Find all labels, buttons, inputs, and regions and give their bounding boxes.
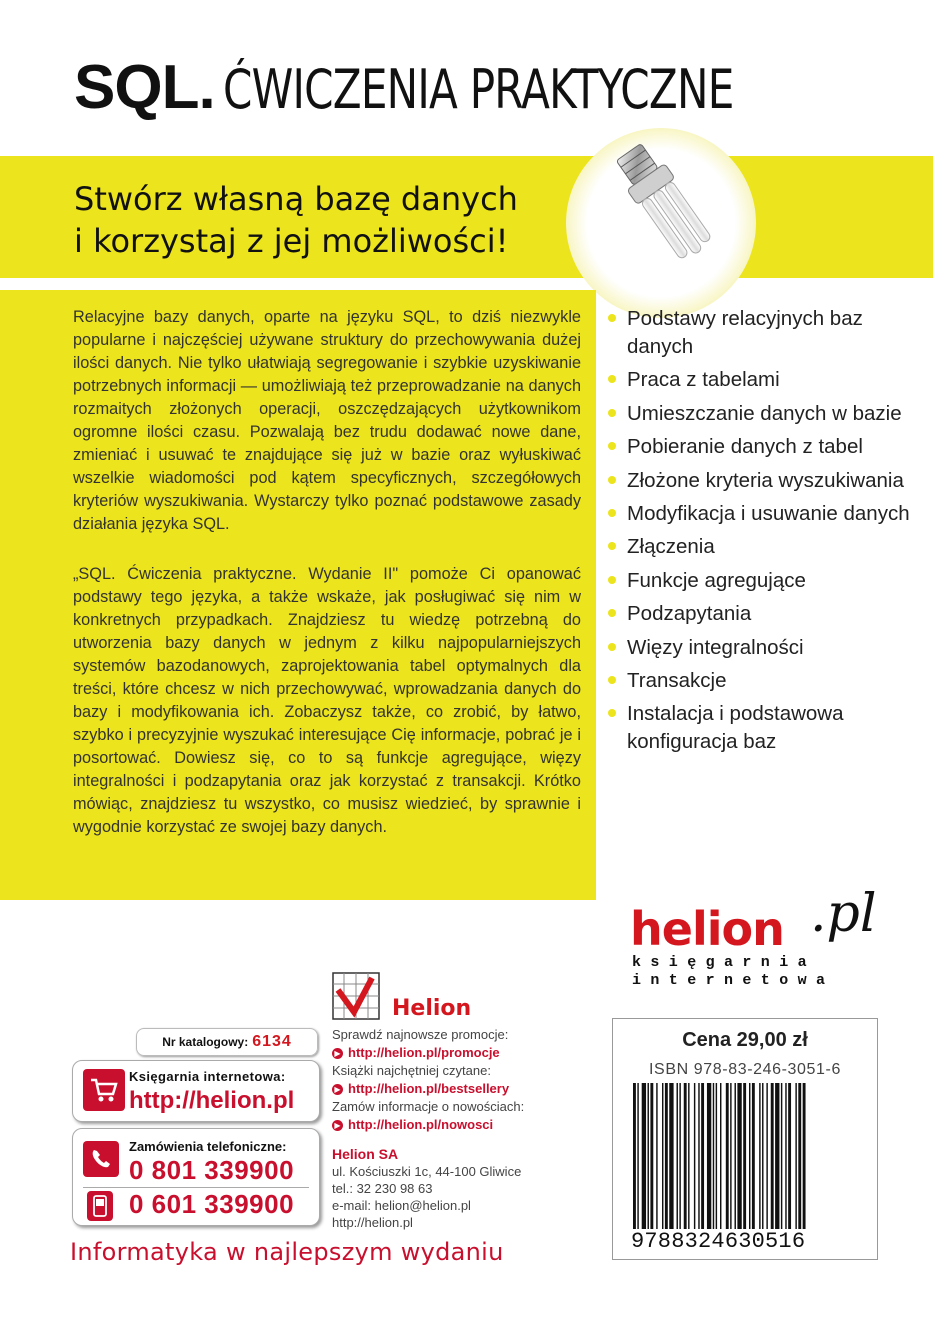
promo-text: Książki najchętniej czytane:	[332, 1063, 491, 1078]
lightbulb-icon	[592, 132, 742, 282]
promo-link[interactable]: http://helion.pl/promocje	[348, 1045, 500, 1060]
feature-item: Funkcje agregujące	[606, 567, 926, 595]
promo-links	[332, 1026, 592, 1134]
promo-text: Zamów informacje o nowościach:	[332, 1099, 525, 1114]
publisher-logo	[332, 972, 492, 1022]
logo-suffix: .pl	[810, 884, 877, 944]
feature-item: Pobieranie danych z tabel	[606, 433, 926, 461]
helion-pl-logo	[630, 884, 877, 1002]
bestsellers-link[interactable]: http://helion.pl/bestsellery	[348, 1081, 510, 1096]
feature-list	[606, 305, 926, 762]
arrow-right-icon: ▶	[332, 1084, 343, 1095]
feature-item: Praca z tabelami	[606, 366, 926, 394]
feature-item: Modyfikacja i usuwanie danych	[606, 500, 926, 528]
phone-icon	[83, 1141, 119, 1177]
catalog-label: Nr katalogowy:	[162, 1035, 249, 1049]
email[interactable]: e-mail: helion@helion.pl	[332, 1198, 471, 1213]
logo-line1: księgarnia	[632, 954, 817, 971]
catalog-number	[136, 1028, 318, 1056]
catalog-value: 6134	[252, 1033, 292, 1050]
arrow-right-icon: ▶	[332, 1120, 343, 1131]
slogan: Informatyka w najlepszym wydaniu	[70, 1238, 504, 1266]
phone-label: Zamówienia telefoniczne:	[129, 1139, 287, 1154]
mobile-phone-icon	[87, 1191, 113, 1221]
description-paragraph: Relacyjne bazy danych, oparte na języku SQL, to dziś niezwykle popularne i najczęściej używane struktury do przechowywania dużej ilości danych. Nie tylko ułatwiają segregowanie i szybkie uzyskiwanie potrzebnych informacji — umożliwiają też przeprowadzanie na danych rozmaitych złożonych operacji, oszczędzających użytkownikom ogromne ilości czasu. Pozwalają bez trudu dodawać nowe dane, zmieniać i usuwać te znajdujące się już w bazie oraz wyłuskiwać wszelkie wiadomości pod kątem specyficznych, szczegółowych kryteriów wyszukiwania. Wystarczy tylko poznać podstawowe zasady działania języka SQL.	[73, 308, 581, 533]
feature-item: Złączenia	[606, 533, 926, 561]
feature-item: Więzy integralności	[606, 634, 926, 662]
street: ul. Kościuszki 1c, 44-100 Gliwice	[332, 1164, 522, 1179]
tagline	[74, 178, 518, 262]
logo-word: helion	[630, 902, 784, 956]
publisher-address	[332, 1146, 592, 1231]
book-title	[74, 52, 877, 123]
title-rest: ĆWICZENIA PRAKTYCZNE	[222, 58, 734, 121]
feature-item: Instalacja i podstawowa konfiguracja baz	[606, 700, 926, 756]
shop-label: Księgarnia internetowa:	[129, 1069, 286, 1084]
price: Cena 29,00 zł	[682, 1029, 808, 1051]
online-shop-card[interactable]	[72, 1060, 320, 1122]
shop-link[interactable]: http://helion.pl	[129, 1087, 295, 1114]
telephone: tel.: 32 230 98 63	[332, 1181, 433, 1196]
feature-item: Transakcje	[606, 667, 926, 695]
phone-orders-card	[72, 1128, 320, 1226]
company-name: Helion SA	[332, 1146, 399, 1162]
isbn: ISBN 978-83-246-3051-6	[649, 1061, 841, 1078]
price-barcode-box	[612, 1018, 878, 1260]
mobile-number[interactable]: 0 601 339900	[129, 1189, 295, 1219]
description-paragraph: „SQL. Ćwiczenia praktyczne. Wydanie II" pomoże Ci opanować podstawy tego języka, a także wskaże, jak posługiwać się nim w konkretnych przypadkach. Znajdziesz tu wiedzę potrzebną do utworzenia bazy danych w jednym z kilku najpopularniejszych systemów bazodanowych, zaprojektowania tabel optymalnych dla treści, które chcesz w nich przechowywać, wprowadzania danych do bazy i modyfikowania ich. Zobaczysz także, co zrobić, by łatwo, szybko i precyzyjnie wyszukać interesujące Cię informacje, pobrać je i posortować. Dowiesz się, co to są funkcje agregujące, więzy integralności i podzapytania oraz jak korzystać z transakcji. Krótko mówiąc, znajdziesz tu wszystko, co musisz wiedzieć, by sprawnie i wygodnie korzystać ze swojej bazy danych.	[73, 565, 581, 836]
tagline-line1: Stwórz własną bazę danych	[74, 180, 518, 218]
divider	[83, 1187, 309, 1188]
logo-line2: internetowa	[632, 972, 835, 989]
shopping-cart-icon	[83, 1069, 125, 1111]
barcode	[633, 1083, 861, 1233]
tagline-line2: i korzystaj z jej możliwości!	[74, 222, 509, 260]
news-link[interactable]: http://helion.pl/nowosci	[348, 1117, 494, 1132]
website[interactable]: http://helion.pl	[332, 1215, 413, 1230]
feature-item: Podzapytania	[606, 600, 926, 628]
landline-number[interactable]: 0 801 339900	[129, 1155, 295, 1185]
title-bold: SQL.	[74, 53, 215, 122]
feature-item: Podstawy relacyjnych baz danych	[606, 305, 926, 361]
publisher-name: Helion	[392, 996, 472, 1021]
promo-text: Sprawdź najnowsze promocje:	[332, 1027, 509, 1042]
publisher-emblem-icon	[332, 972, 380, 1020]
ean-number: 9788324630516	[631, 1229, 865, 1254]
arrow-right-icon: ▶	[332, 1048, 343, 1059]
feature-item: Umieszczanie danych w bazie	[606, 400, 926, 428]
feature-item: Złożone kryteria wyszukiwania	[606, 467, 926, 495]
